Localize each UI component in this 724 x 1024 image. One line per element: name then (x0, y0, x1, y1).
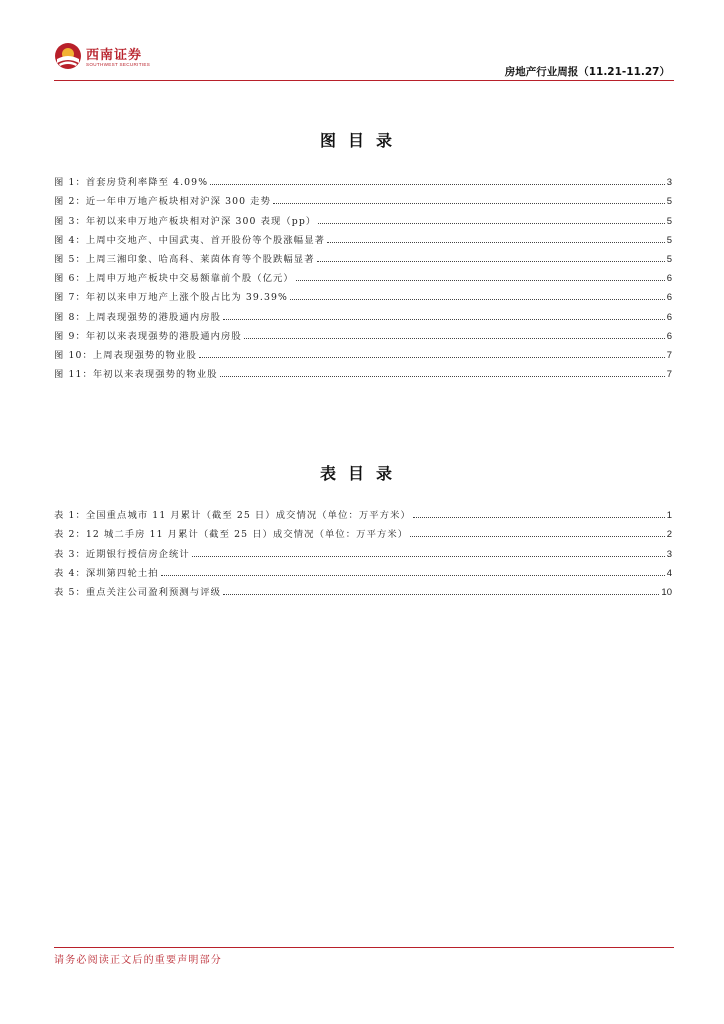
dot-leader (192, 556, 665, 557)
tables-toc-title: 表目录 (319, 464, 404, 483)
dot-leader (273, 203, 665, 204)
toc-entry[interactable] (54, 188, 672, 207)
dot-leader (317, 261, 665, 262)
dot-leader (223, 594, 659, 595)
toc-entry-label: 表 1：全国重点城市 11 月累计（截至 25 日）成交情况（单位：万平方米） (54, 510, 411, 522)
toc-entry[interactable] (54, 560, 672, 579)
footer-divider (54, 947, 674, 948)
dot-leader (410, 536, 665, 537)
toc-entry-label: 图 3：年初以来申万地产板块相对沪深 300 表现（pp） (54, 215, 317, 227)
toc-entry-page: 5 (666, 234, 672, 246)
toc-entry[interactable] (54, 284, 672, 303)
toc-entry-label: 图 1：首套房贷利率降至 4.09% (54, 177, 209, 189)
page-header (54, 40, 674, 80)
dot-leader (161, 575, 665, 576)
toc-entry-page: 2 (666, 529, 672, 541)
disclaimer-note: 请务必阅读正文后的重要声明部分 (54, 955, 222, 966)
dot-leader (413, 517, 665, 518)
figures-toc-title: 图目录 (319, 131, 404, 150)
dot-leader (199, 357, 665, 358)
toc-entry[interactable] (54, 246, 672, 265)
toc-entry[interactable] (54, 342, 672, 361)
figures-toc-list (54, 169, 672, 380)
company-logo (54, 42, 154, 74)
toc-entry-label: 图 10：上周表现强势的物业股 (54, 349, 197, 361)
toc-entry[interactable] (54, 323, 672, 342)
toc-entry-label: 表 5：重点关注公司盈利预测与评级 (54, 586, 222, 598)
toc-entry[interactable] (54, 579, 672, 598)
toc-entry[interactable] (54, 227, 672, 246)
toc-entry[interactable] (54, 207, 672, 226)
logo-chinese-name: 西南证券 (86, 48, 143, 63)
dot-leader (296, 280, 665, 281)
toc-entry-page: 3 (666, 548, 672, 560)
toc-entry-label: 图 9：年初以来表现强势的港股通内房股 (54, 330, 242, 342)
dot-leader (223, 319, 665, 320)
toc-entry-page: 6 (666, 311, 672, 323)
toc-entry[interactable] (54, 169, 672, 188)
toc-entry[interactable] (54, 303, 672, 322)
toc-entry-label: 图 5：上周三湘印象、哈高科、莱茵体育等个股跌幅显著 (54, 253, 315, 265)
report-title: 房地产行业周报（11.21-11.27） (504, 66, 670, 78)
dot-leader (318, 223, 664, 224)
dot-leader (327, 242, 665, 243)
tables-toc-list (54, 502, 672, 598)
toc-entry-label: 图 6：上周申万地产板块中交易额靠前个股（亿元） (54, 273, 294, 285)
toc-entry[interactable] (54, 361, 672, 380)
toc-entry[interactable] (54, 502, 672, 521)
toc-entry-page: 5 (666, 215, 672, 227)
toc-entry[interactable] (54, 265, 672, 284)
toc-entry-label: 表 2：12 城二手房 11 月累计（截至 25 日）成交情况（单位：万平方米） (54, 529, 409, 541)
dot-leader (220, 376, 665, 377)
toc-entry-label: 图 11：年初以来表现强势的物业股 (54, 369, 218, 381)
logo-english-name: SOUTHWEST SECURITIES (86, 62, 151, 67)
toc-entry-page: 6 (666, 330, 672, 342)
toc-entry-page: 6 (666, 292, 672, 304)
toc-entry[interactable] (54, 521, 672, 540)
toc-entry-page: 1 (666, 510, 672, 522)
toc-entry-page: 7 (666, 349, 672, 361)
toc-entry-page: 5 (666, 196, 672, 208)
toc-entry-page: 6 (666, 273, 672, 285)
toc-entry-label: 图 8：上周表现强势的港股通内房股 (54, 311, 222, 323)
toc-entry-page: 3 (666, 177, 672, 189)
toc-entry-page: 7 (666, 369, 672, 381)
toc-entry-label: 图 4：上周中交地产、中国武夷、首开股份等个股涨幅显著 (54, 234, 325, 246)
logo-sun-icon (54, 42, 82, 70)
toc-entry-label: 图 2：近一年申万地产板块相对沪深 300 走势 (54, 196, 271, 208)
toc-entry-page: 4 (666, 567, 672, 579)
toc-entry-page: 10 (661, 586, 672, 598)
toc-entry[interactable] (54, 540, 672, 559)
toc-entry-page: 5 (666, 253, 672, 265)
dot-leader (290, 299, 665, 300)
header-divider (54, 80, 674, 81)
dot-leader (244, 338, 665, 339)
dot-leader (210, 184, 665, 185)
toc-entry-label: 图 7：年初以来申万地产上涨个股占比为 39.39% (54, 292, 288, 304)
toc-entry-label: 表 3：近期银行授信房企统计 (54, 548, 190, 560)
toc-entry-label: 表 4：深圳第四轮土拍 (54, 567, 159, 579)
